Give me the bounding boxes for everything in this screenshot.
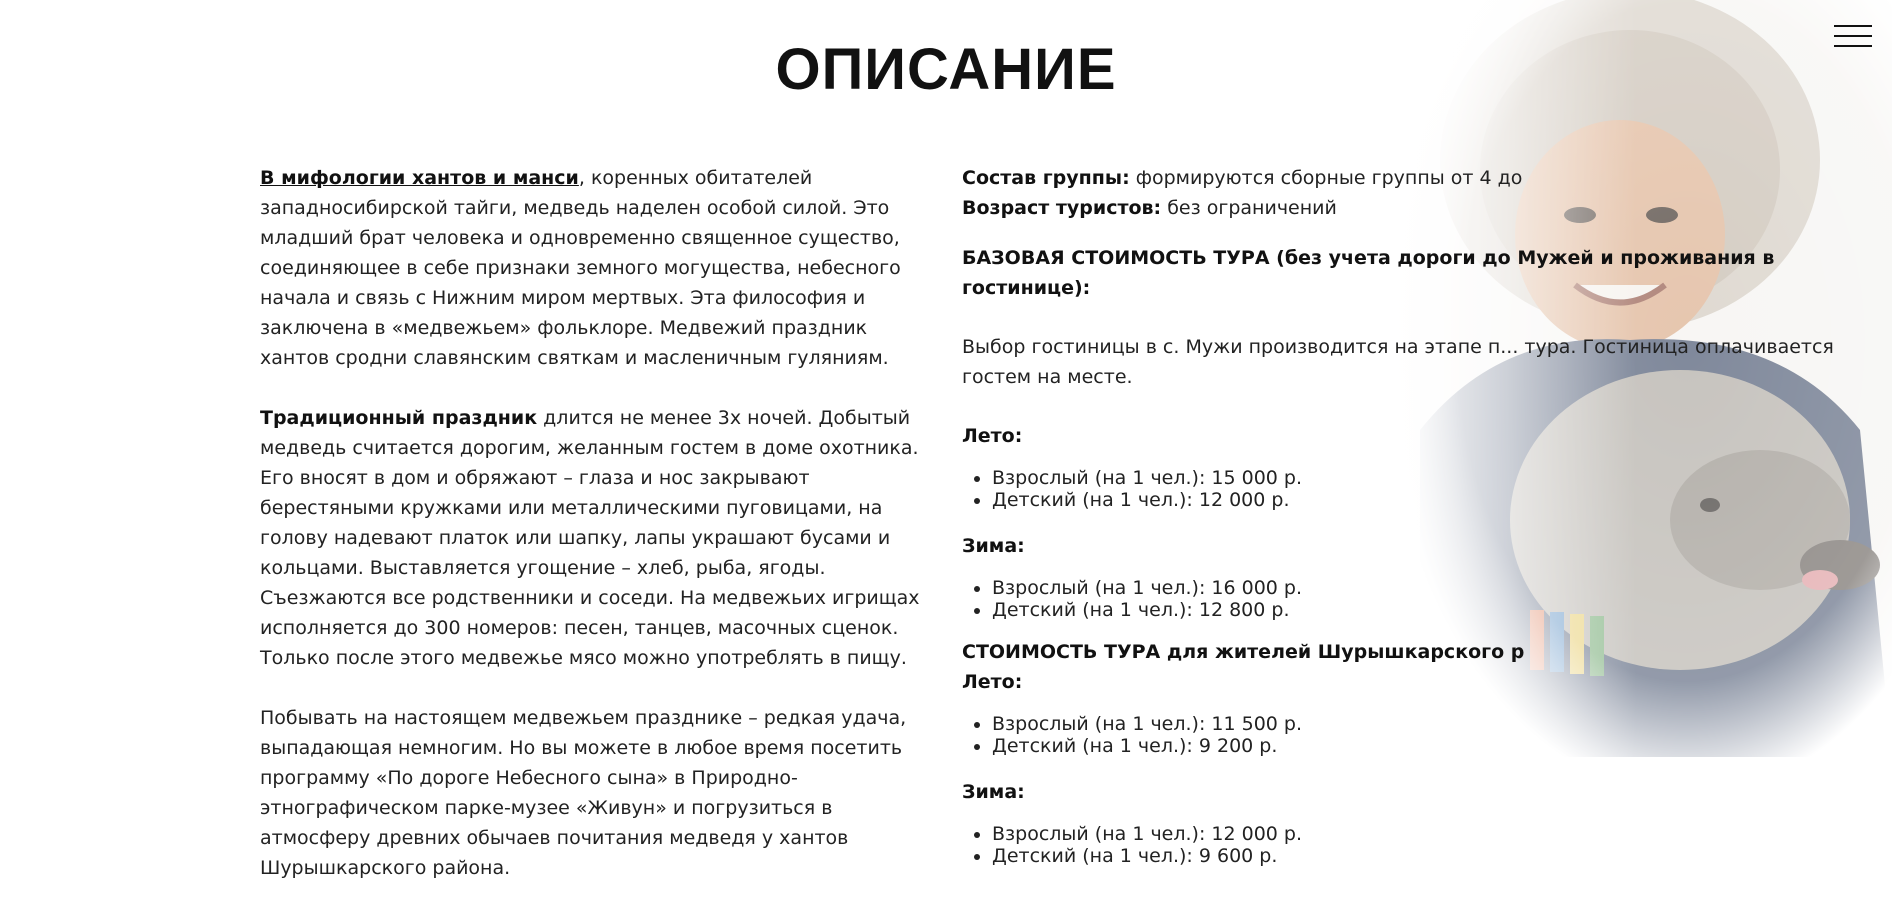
base-summer-label: Лето:	[962, 425, 1023, 447]
base-summer-prices	[962, 467, 1862, 511]
page-title: ОПИСАНИЕ	[775, 37, 1117, 102]
group-label: Состав группы:	[962, 167, 1130, 189]
age-value: без ограничений	[1161, 197, 1337, 219]
tour-info	[962, 163, 1862, 867]
res-winter-label: Зима:	[962, 781, 1025, 803]
tradition-bold: Традиционный праздник	[260, 407, 538, 429]
mythology-link[interactable]: В мифологии хантов и манси	[260, 167, 579, 189]
group-value: формируются сборные группы от 4 до	[1129, 167, 1523, 189]
price-item: • Взрослый (на 1 чел.): 12 000 р.	[992, 823, 1862, 845]
price-item: • Детский (на 1 чел.): 12 800 р.	[992, 599, 1862, 621]
price-item: • Взрослый (на 1 чел.): 15 000 р.	[992, 467, 1862, 489]
base-winter-label: Зима:	[962, 535, 1025, 557]
paragraph-mythology-text: , коренных обитателей западносибирской тайги, медведь наделен особой силой. Это младший брат человека и одновременно священное существо, соединяющее в себе признаки земного могущества, небесного начала и связь с Нижним миром мертвых. Эта философия и заключена в «медвежьем» фольклоре. Медвежий праздник хантов сродни славянским святкам и масленичным гуляниям.	[260, 167, 901, 369]
res-summer-prices	[962, 713, 1862, 757]
base-cost-heading: БАЗОВАЯ СТОИМОСТЬ ТУРА (без учета дороги до Мужей и проживания в гостинице):	[962, 247, 1775, 299]
price-item: • Детский (на 1 чел.): 12 000 р.	[992, 489, 1862, 511]
price-item: • Взрослый (на 1 чел.): 11 500 р.	[992, 713, 1862, 735]
price-item: • Детский (на 1 чел.): 9 600 р.	[992, 845, 1862, 867]
paragraph-visit: Побывать на настоящем медвежьем празднике – редкая удача, выпадающая немногим. Но вы можете в любое время посетить программу «По дороге Небесного сына» в Природно-этнографическом парке-музее «Живун» и погрузиться в атмосферу древних обычаев почитания медведя у хантов Шурышкарского района.	[260, 707, 907, 879]
paragraph-tradition-text: длится не менее 3х ночей. Добытый медведь считается дорогим, желанным гостем в доме охотника. Его вносят в дом и обряжают – глаза и нос закрывают берестяными кружками или металлическими пуговицами, на голову надевают платок или шапку, лапы украшают бусами и кольцами. Выставляется угощение – хлеб, рыба, ягоды. Съезжаются все родственники и соседи. На медвежьих игрищах исполняется до 300 номеров: песен, танцев, масочных сценок. Только после этого медвежье мясо можно употреблять в пищу.	[260, 407, 920, 669]
res-summer-label: Лето:	[962, 671, 1023, 693]
description-text	[260, 163, 920, 913]
age-line	[962, 193, 1862, 223]
base-winter-prices	[962, 577, 1862, 621]
paragraph-mythology	[260, 163, 920, 373]
hamburger-menu-icon[interactable]	[1834, 22, 1872, 50]
price-item: • Взрослый (на 1 чел.): 16 000 р.	[992, 577, 1862, 599]
res-winter-prices	[962, 823, 1862, 867]
resident-cost-heading: СТОИМОСТЬ ТУРА для жителей Шурышкарского р	[962, 641, 1525, 663]
age-label: Возраст туристов:	[962, 197, 1162, 219]
group-line	[962, 163, 1862, 193]
price-item: • Детский (на 1 чел.): 9 200 р.	[992, 735, 1862, 757]
hotel-note: Выбор гостиницы в с. Мужи производится на этапе п... тура. Гостиница оплачивается гостем на месте.	[962, 336, 1834, 388]
paragraph-tradition	[260, 403, 920, 673]
